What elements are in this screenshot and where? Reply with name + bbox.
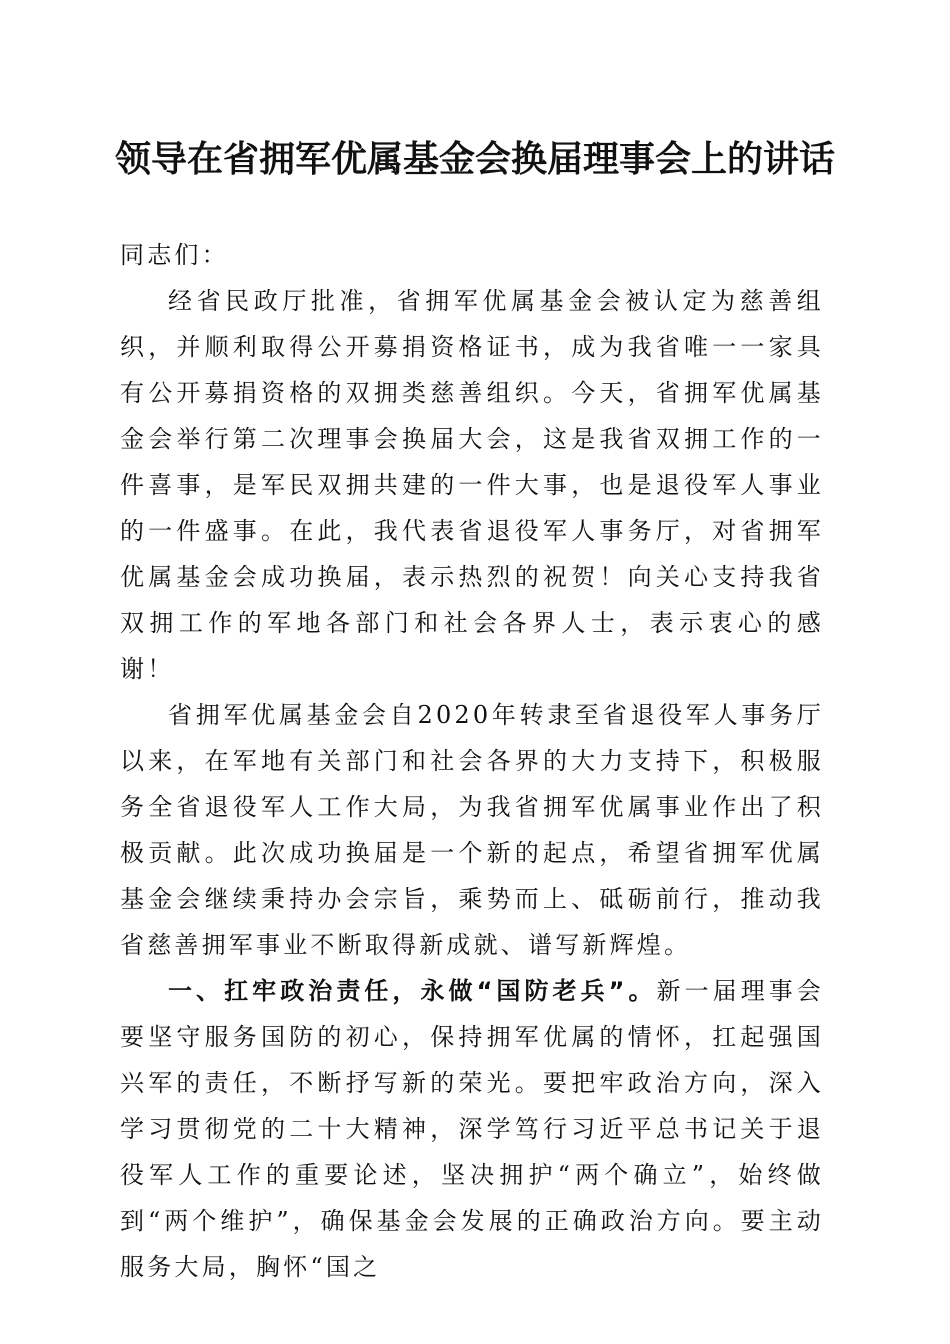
paragraph-2 xyxy=(120,692,824,968)
section-heading-1: 一、扛牢政治责任，永做“国防老兵”。 xyxy=(168,977,657,1005)
document-body xyxy=(120,232,824,1290)
salutation: 同志们： xyxy=(120,241,229,269)
paragraph-1 xyxy=(120,278,824,692)
paragraph-3 xyxy=(120,968,824,1290)
paragraph-3-text: 新一届理事会要坚守服务国防的初心，保持拥军优属的情怀，扛起强国兴军的责任，不断抒写新的荣光。要把牢政治方向，深入学习贯彻党的二十大精神，深学笃行习近平总书记关于退役军人工作的重要论述，坚决拥护“两个确立”，始终做到“两个维护”，确保基金会发展的正确政治方向。要主动服务大局，胸怀“国之 xyxy=(120,977,825,1281)
paragraph-1-text: 经省民政厅批准，省拥军优属基金会被认定为慈善组织，并顺利取得公开募捐资格证书，成为我省唯一一家具有公开募捐资格的双拥类慈善组织。今天，省拥军优属基金会举行第二次理事会换届大会，这是我省双拥工作的一件喜事，是军民双拥共建的一件大事，也是退役军人事业的一件盛事。在此，我代表省退役军人事务厅，对省拥军优属基金会成功换届，表示热烈的祝贺！向关心支持我省双拥工作的军地各部门和社会各界人士，表示衷心的感谢！ xyxy=(120,287,824,683)
paragraph-2-text: 省拥军优属基金会自2020年转隶至省退役军人事务厅以来，在军地有关部门和社会各界的大力支持下，积极服务全省退役军人工作大局，为我省拥军优属事业作出了积极贡献。此次成功换届是一个新的起点，希望省拥军优属基金会继续秉持办会宗旨，乘势而上、砥砺前行，推动我省慈善拥军事业不断取得新成就、谱写新辉煌。 xyxy=(120,701,824,959)
document-title: 领导在省拥军优属基金会换届理事会上的讲话 xyxy=(114,139,835,180)
